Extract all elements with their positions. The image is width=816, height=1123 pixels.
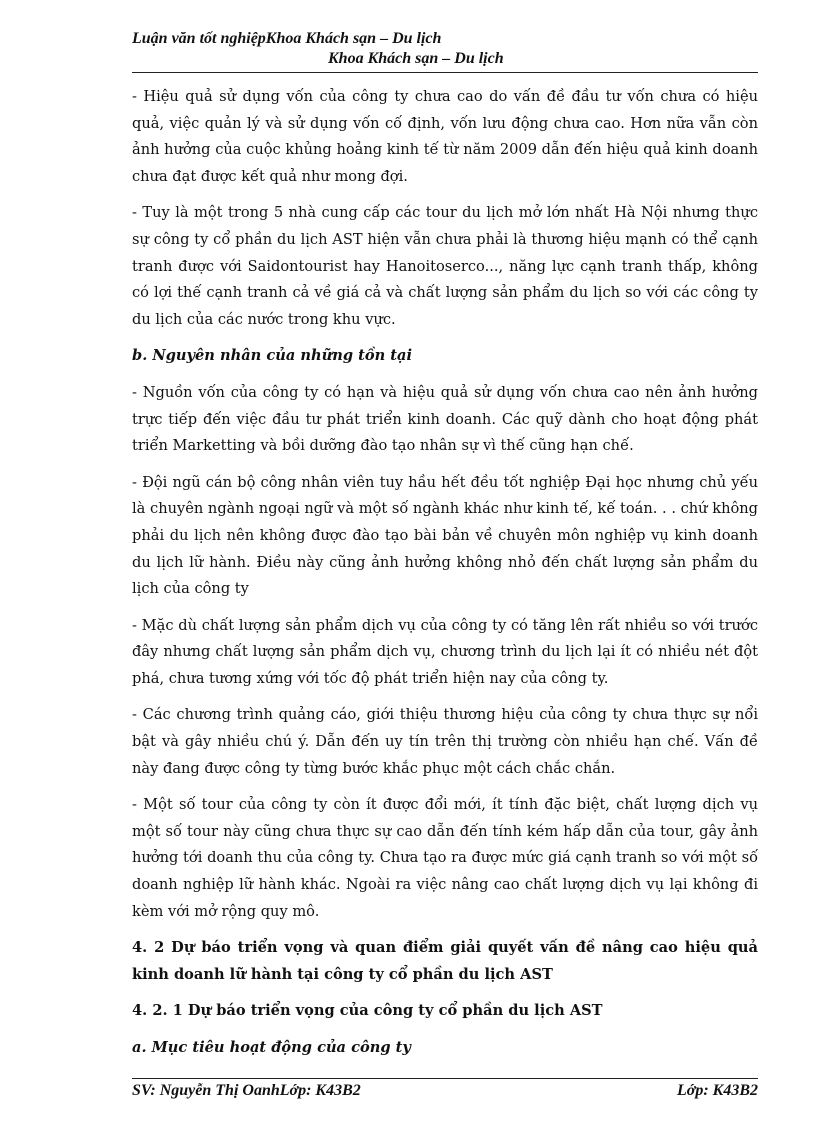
footer [132, 1082, 758, 1100]
footer-divider [132, 1078, 758, 1079]
paragraph: - Nguồn vốn của công ty có hạn và hiệu quả sử dụng vốn chưa cao nên ảnh hưởng trực tiếp đến việc đầu tư phát triển kinh doanh. Các quỹ dành cho hoạt động phát triển Marketting và bồi dưỡng đào tạo nhân sự vì thế cũng hạn chế. [132, 383, 758, 455]
footer-student: SV: Nguyễn Thị OanhLớp: K43B2 [132, 1082, 361, 1099]
paragraph: - Đội ngũ cán bộ công nhân viên tuy hầu hết đều tốt nghiệp Đại học nhưng chủ yếu là chuyên ngành ngoại ngữ và một số ngành khác như kinh tế, kế toán. . . chứ không phải du lịch nên không được đào tạo bài bản về chuyên môn nghiệp vụ kinh doanh du lịch lữ hành. Điều này cũng ảnh hưởng không nhỏ đến chất lượng sản phẩm du lịch của công ty [132, 473, 758, 598]
paragraph: - Một số tour của công ty còn ít được đổi mới, ít tính đặc biệt, chất lượng dịch vụ một số tour này cũng chưa thực sự cao dẫn đến tính kém hấp dẫn của tour, gây ảnh hưởng tới doanh thu của công ty. Chưa tạo ra được mức giá cạnh tranh so với một số doanh nghiệp lữ hành khác. Ngoài ra việc nâng cao chất lượng dịch vụ lại không đi kèm với mở rộng quy mô. [132, 796, 758, 920]
subheading-objectives: a. Mục tiêu hoạt động của công ty [132, 1039, 411, 1056]
header-title: Luận văn tốt nghiệpKhoa Khách sạn – Du lịch [132, 30, 442, 47]
paragraph: - Tuy là một trong 5 nhà cung cấp các tour du lịch mở lớn nhất Hà Nội nhưng thực sự công ty cổ phần du lịch AST hiện vẫn chưa phải là thương hiệu mạnh có thể cạnh tranh được với Saidontourist hay Hanoitoserco..., năng lực cạnh tranh thấp, không có lợi thế cạnh tranh cả về giá cả và chất lượng sản phẩm du lịch so với các công ty du lịch của các nước trong khu vực. [132, 204, 758, 328]
paragraph: - Mặc dù chất lượng sản phẩm dịch vụ của công ty có tăng lên rất nhiều so với trước đây nhưng chất lượng sản phẩm dịch vụ, chương trình du lịch lại ít có nhiều nét đột phá, chưa tương xứng với tốc độ phát triển hiện nay của công ty. [132, 616, 758, 687]
header-divider [132, 72, 758, 73]
footer-class: Lớp: K43B2 [676, 1082, 758, 1099]
section-heading-4-2: 4. 2 Dự báo triển vọng và quan điểm giải quyết vấn đề nâng cao hiệu quả kinh doanh lữ hành tại công ty cổ phần du lịch AST [132, 939, 758, 983]
section-heading-4-2-1: 4. 2. 1 Dự báo triển vọng của công ty cổ phần du lịch AST [132, 1002, 603, 1020]
document-body [132, 84, 758, 1072]
header-faculty: Khoa Khách sạn – Du lịch [328, 50, 504, 67]
paragraph: - Các chương trình quảng cáo, giới thiệu thương hiệu của công ty chưa thực sự nổi bật và gây nhiều chú ý. Dẫn đến uy tín trên thị trường còn nhiều hạn chế. Vấn đề này đang được công ty từng bước khắc phục một cách chắc chắn. [132, 706, 758, 777]
subheading-causes: b. Nguyên nhân của những tồn tại [132, 347, 413, 365]
paragraph: - Hiệu quả sử dụng vốn của công ty chưa cao do vấn đề đầu tư vốn chưa có hiệu quả, việc quản lý và sử dụng vốn cố định, vốn lưu động chưa cao. Hơn nữa vẫn còn ảnh hưởng của cuộc khủng hoảng kinh tế từ năm 2009 dẫn đến hiệu quả kinh doanh chưa đạt được kết quả như mong đợi. [132, 88, 758, 185]
